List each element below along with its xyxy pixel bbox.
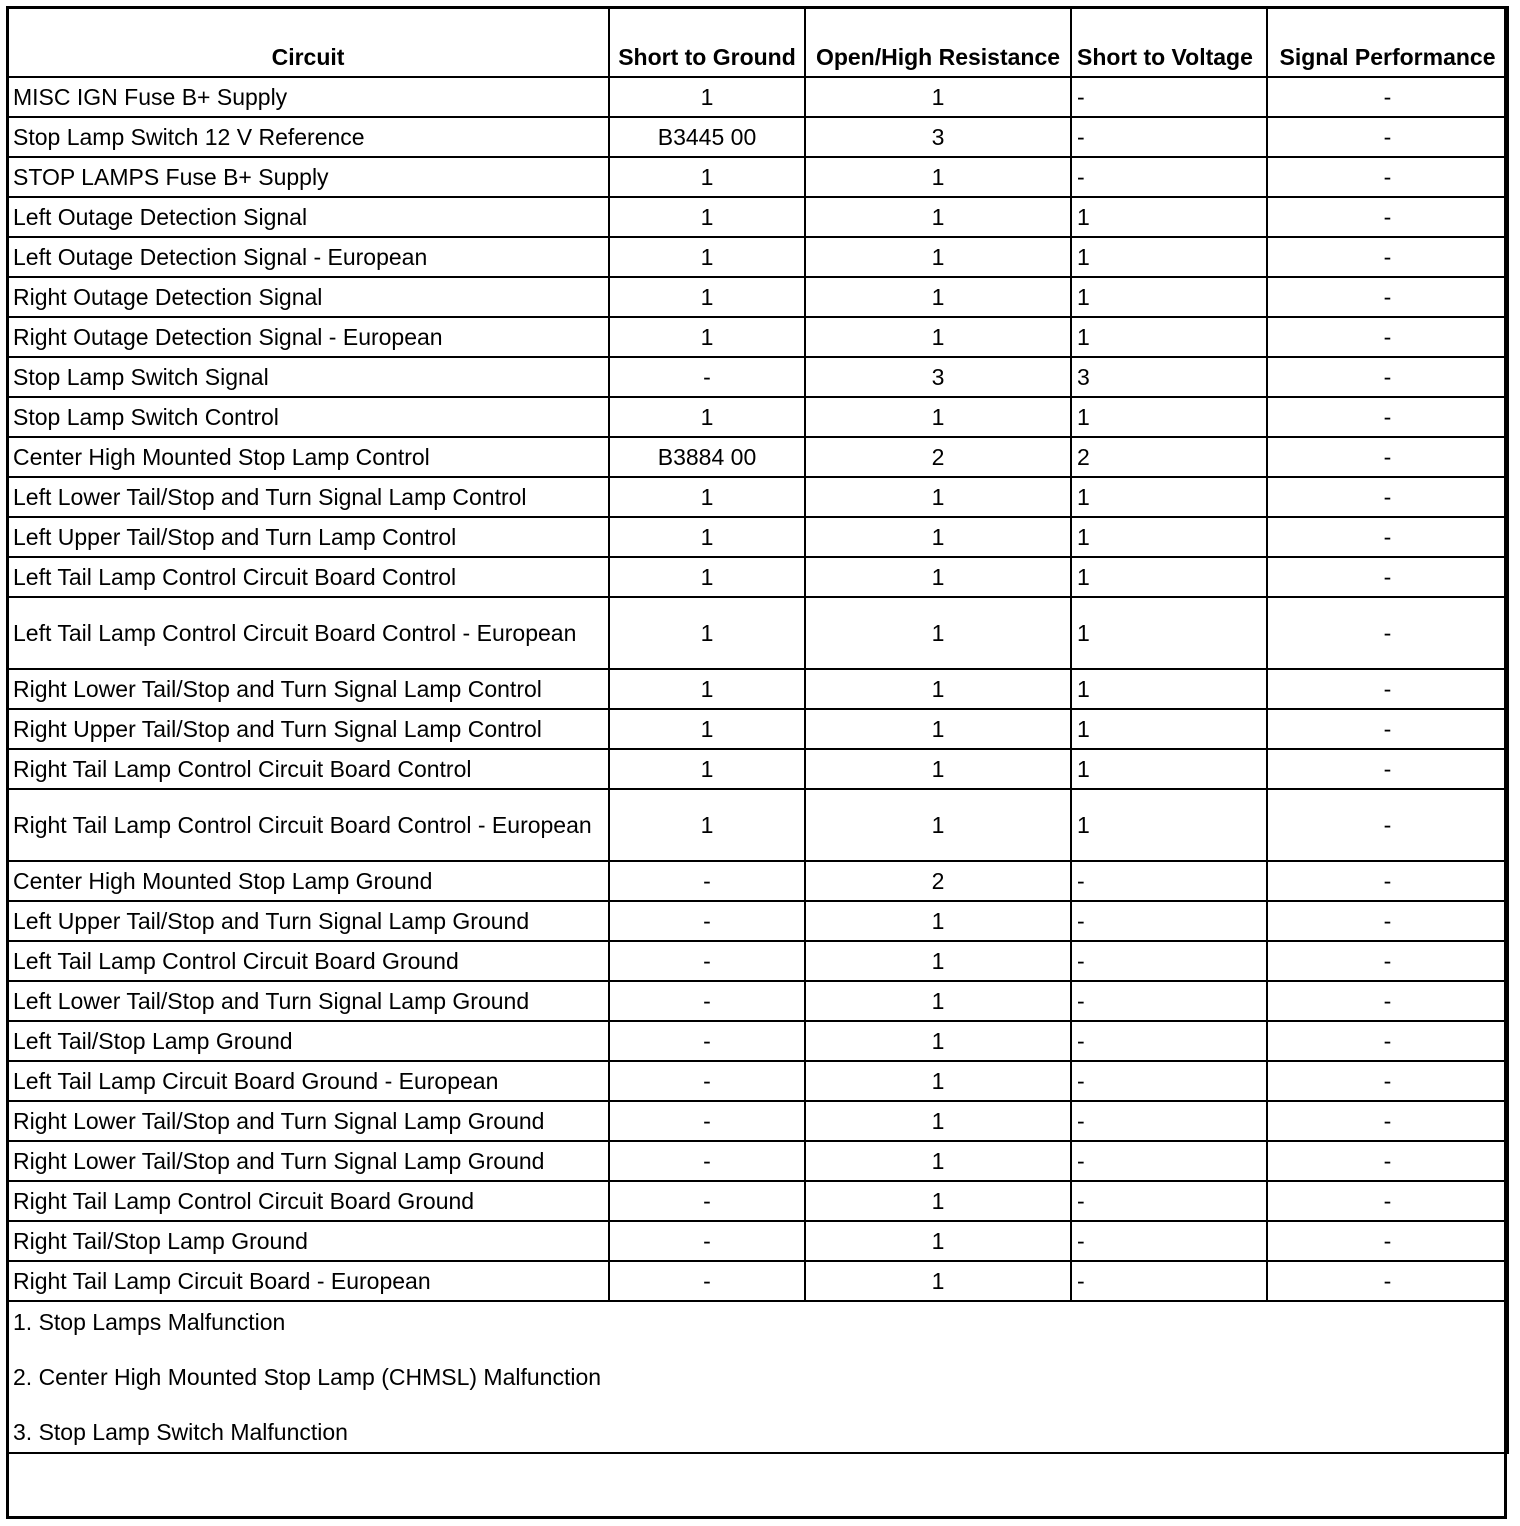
cell-circuit: Right Lower Tail/Stop and Turn Signal Lamp Ground <box>7 1101 609 1141</box>
cell-short-to-ground: 1 <box>609 157 805 197</box>
cell-open-high-resistance: 1 <box>805 669 1071 709</box>
cell-signal-performance: - <box>1267 1061 1508 1101</box>
cell-short-to-voltage: - <box>1071 941 1267 981</box>
cell-signal-performance: - <box>1267 437 1508 477</box>
cell-open-high-resistance: 1 <box>805 1181 1071 1221</box>
table-row <box>7 517 1508 557</box>
cell-open-high-resistance: 1 <box>805 709 1071 749</box>
table-row <box>7 77 1508 117</box>
cell-short-to-voltage: - <box>1071 1261 1267 1301</box>
cell-signal-performance: - <box>1267 557 1508 597</box>
cell-circuit: Left Tail Lamp Control Circuit Board Control - European <box>7 597 609 669</box>
cell-short-to-voltage: - <box>1071 1181 1267 1221</box>
cell-circuit: Right Outage Detection Signal <box>7 277 609 317</box>
cell-signal-performance: - <box>1267 517 1508 557</box>
cell-open-high-resistance: 1 <box>805 317 1071 357</box>
cell-circuit: Center High Mounted Stop Lamp Control <box>7 437 609 477</box>
cell-circuit: Left Upper Tail/Stop and Turn Lamp Control <box>7 517 609 557</box>
cell-open-high-resistance: 1 <box>805 1101 1071 1141</box>
cell-signal-performance: - <box>1267 357 1508 397</box>
table-row <box>7 597 1508 669</box>
cell-open-high-resistance: 3 <box>805 117 1071 157</box>
table-row <box>7 437 1508 477</box>
cell-circuit: STOP LAMPS Fuse B+ Supply <box>7 157 609 197</box>
cell-open-high-resistance: 1 <box>805 749 1071 789</box>
cell-circuit: Left Outage Detection Signal - European <box>7 237 609 277</box>
cell-signal-performance: - <box>1267 77 1508 117</box>
cell-signal-performance: - <box>1267 1261 1508 1301</box>
circuit-dtc-table <box>6 6 1509 1454</box>
cell-circuit: Stop Lamp Switch Signal <box>7 357 609 397</box>
table-row <box>7 357 1508 397</box>
cell-short-to-voltage: 1 <box>1071 709 1267 749</box>
cell-short-to-ground: 1 <box>609 517 805 557</box>
table-row <box>7 317 1508 357</box>
cell-circuit: Left Tail Lamp Control Circuit Board Control <box>7 557 609 597</box>
table-row <box>7 197 1508 237</box>
cell-short-to-ground: - <box>609 1221 805 1261</box>
cell-open-high-resistance: 1 <box>805 517 1071 557</box>
cell-open-high-resistance: 1 <box>805 197 1071 237</box>
table-row <box>7 1021 1508 1061</box>
cell-short-to-voltage: - <box>1071 981 1267 1021</box>
cell-short-to-ground: - <box>609 981 805 1021</box>
cell-short-to-voltage: 1 <box>1071 789 1267 861</box>
table-row <box>7 981 1508 1021</box>
cell-circuit: Left Outage Detection Signal <box>7 197 609 237</box>
cell-circuit: Right Tail Lamp Control Circuit Board Ground <box>7 1181 609 1221</box>
cell-short-to-ground: 1 <box>609 197 805 237</box>
note-3: 3. Stop Lamp Switch Malfunction <box>13 1419 348 1445</box>
table-row <box>7 1101 1508 1141</box>
cell-signal-performance: - <box>1267 197 1508 237</box>
table-row <box>7 709 1508 749</box>
cell-signal-performance: - <box>1267 669 1508 709</box>
table-row <box>7 237 1508 277</box>
cell-short-to-voltage: 1 <box>1071 397 1267 437</box>
cell-signal-performance: - <box>1267 597 1508 669</box>
table-row <box>7 1061 1508 1101</box>
cell-open-high-resistance: 1 <box>805 77 1071 117</box>
cell-open-high-resistance: 1 <box>805 1261 1071 1301</box>
table-row <box>7 861 1508 901</box>
cell-short-to-ground: - <box>609 1061 805 1101</box>
cell-short-to-ground: 1 <box>609 317 805 357</box>
cell-short-to-ground: 1 <box>609 597 805 669</box>
cell-short-to-voltage: - <box>1071 1141 1267 1181</box>
cell-open-high-resistance: 1 <box>805 981 1071 1021</box>
cell-short-to-voltage: - <box>1071 77 1267 117</box>
cell-short-to-ground: 1 <box>609 709 805 749</box>
cell-short-to-ground: - <box>609 1021 805 1061</box>
cell-signal-performance: - <box>1267 981 1508 1021</box>
table-row <box>7 117 1508 157</box>
cell-circuit: Right Outage Detection Signal - European <box>7 317 609 357</box>
cell-short-to-ground: 1 <box>609 789 805 861</box>
cell-open-high-resistance: 1 <box>805 237 1071 277</box>
cell-short-to-voltage: 1 <box>1071 597 1267 669</box>
notes-row <box>7 1301 1508 1453</box>
cell-signal-performance: - <box>1267 789 1508 861</box>
cell-short-to-ground: - <box>609 1141 805 1181</box>
cell-short-to-voltage: 3 <box>1071 357 1267 397</box>
cell-signal-performance: - <box>1267 861 1508 901</box>
cell-circuit: Left Lower Tail/Stop and Turn Signal Lamp Ground <box>7 981 609 1021</box>
cell-signal-performance: - <box>1267 317 1508 357</box>
table-row <box>7 749 1508 789</box>
cell-signal-performance: - <box>1267 117 1508 157</box>
cell-short-to-ground: - <box>609 1181 805 1221</box>
cell-circuit: Right Tail Lamp Control Circuit Board Control <box>7 749 609 789</box>
table-row <box>7 1261 1508 1301</box>
cell-open-high-resistance: 1 <box>805 557 1071 597</box>
note-1: 1. Stop Lamps Malfunction <box>13 1309 286 1335</box>
cell-signal-performance: - <box>1267 237 1508 277</box>
cell-short-to-voltage: - <box>1071 861 1267 901</box>
cell-short-to-ground: 1 <box>609 277 805 317</box>
cell-short-to-ground: 1 <box>609 397 805 437</box>
table-row <box>7 941 1508 981</box>
cell-signal-performance: - <box>1267 709 1508 749</box>
cell-short-to-ground: 1 <box>609 749 805 789</box>
cell-signal-performance: - <box>1267 1141 1508 1181</box>
table-row <box>7 277 1508 317</box>
cell-open-high-resistance: 1 <box>805 1221 1071 1261</box>
note-2: 2. Center High Mounted Stop Lamp (CHMSL) Malfunction <box>13 1364 602 1390</box>
cell-open-high-resistance: 1 <box>805 1021 1071 1061</box>
table-row <box>7 1221 1508 1261</box>
header-circuit: Circuit <box>7 7 609 77</box>
cell-circuit: Left Tail/Stop Lamp Ground <box>7 1021 609 1061</box>
cell-signal-performance: - <box>1267 477 1508 517</box>
notes-cell <box>7 1301 1508 1453</box>
cell-open-high-resistance: 1 <box>805 597 1071 669</box>
cell-short-to-ground: 1 <box>609 557 805 597</box>
cell-short-to-voltage: - <box>1071 117 1267 157</box>
cell-short-to-ground: - <box>609 901 805 941</box>
header-short-to-voltage: Short to Voltage <box>1071 7 1267 77</box>
cell-short-to-ground: 1 <box>609 237 805 277</box>
cell-short-to-voltage: 2 <box>1071 437 1267 477</box>
cell-open-high-resistance: 1 <box>805 477 1071 517</box>
cell-short-to-ground: 1 <box>609 477 805 517</box>
table-row <box>7 557 1508 597</box>
cell-short-to-ground: B3445 00 <box>609 117 805 157</box>
cell-circuit: Stop Lamp Switch Control <box>7 397 609 437</box>
cell-circuit: Left Upper Tail/Stop and Turn Signal Lamp Ground <box>7 901 609 941</box>
cell-open-high-resistance: 1 <box>805 789 1071 861</box>
cell-signal-performance: - <box>1267 157 1508 197</box>
cell-short-to-voltage: - <box>1071 1061 1267 1101</box>
cell-circuit: Right Upper Tail/Stop and Turn Signal Lamp Control <box>7 709 609 749</box>
cell-signal-performance: - <box>1267 941 1508 981</box>
cell-short-to-ground: B3884 00 <box>609 437 805 477</box>
table-row <box>7 789 1508 861</box>
cell-short-to-ground: - <box>609 1261 805 1301</box>
cell-signal-performance: - <box>1267 749 1508 789</box>
cell-short-to-voltage: 1 <box>1071 749 1267 789</box>
cell-short-to-voltage: 1 <box>1071 237 1267 277</box>
cell-open-high-resistance: 2 <box>805 861 1071 901</box>
cell-short-to-ground: 1 <box>609 77 805 117</box>
cell-signal-performance: - <box>1267 901 1508 941</box>
cell-short-to-voltage: - <box>1071 901 1267 941</box>
table-row <box>7 397 1508 437</box>
cell-open-high-resistance: 1 <box>805 1061 1071 1101</box>
cell-circuit: Right Lower Tail/Stop and Turn Signal Lamp Control <box>7 669 609 709</box>
cell-short-to-voltage: - <box>1071 157 1267 197</box>
cell-signal-performance: - <box>1267 1101 1508 1141</box>
header-open-high-resistance: Open/High Resistance <box>805 7 1071 77</box>
cell-circuit: Right Tail Lamp Circuit Board - European <box>7 1261 609 1301</box>
cell-short-to-voltage: - <box>1071 1221 1267 1261</box>
table-row <box>7 477 1508 517</box>
table-row <box>7 669 1508 709</box>
cell-open-high-resistance: 2 <box>805 437 1071 477</box>
cell-signal-performance: - <box>1267 1221 1508 1261</box>
cell-short-to-ground: - <box>609 357 805 397</box>
cell-signal-performance: - <box>1267 1181 1508 1221</box>
table-row <box>7 1141 1508 1181</box>
cell-short-to-ground: 1 <box>609 669 805 709</box>
cell-short-to-voltage: 1 <box>1071 557 1267 597</box>
cell-short-to-voltage: 1 <box>1071 517 1267 557</box>
cell-short-to-voltage: - <box>1071 1101 1267 1141</box>
cell-short-to-voltage: 1 <box>1071 317 1267 357</box>
cell-circuit: Left Tail Lamp Circuit Board Ground - European <box>7 1061 609 1101</box>
cell-circuit: Stop Lamp Switch 12 V Reference <box>7 117 609 157</box>
cell-signal-performance: - <box>1267 1021 1508 1061</box>
table-row <box>7 157 1508 197</box>
table-row <box>7 901 1508 941</box>
table-row <box>7 1181 1508 1221</box>
header-signal-performance: Signal Performance <box>1267 7 1508 77</box>
cell-circuit: Right Tail Lamp Control Circuit Board Control - European <box>7 789 609 861</box>
cell-open-high-resistance: 1 <box>805 901 1071 941</box>
cell-short-to-voltage: 1 <box>1071 477 1267 517</box>
cell-short-to-voltage: - <box>1071 1021 1267 1061</box>
cell-short-to-ground: - <box>609 1101 805 1141</box>
cell-short-to-ground: - <box>609 861 805 901</box>
cell-open-high-resistance: 3 <box>805 357 1071 397</box>
cell-open-high-resistance: 1 <box>805 157 1071 197</box>
cell-open-high-resistance: 1 <box>805 1141 1071 1181</box>
cell-short-to-voltage: 1 <box>1071 197 1267 237</box>
cell-circuit: Center High Mounted Stop Lamp Ground <box>7 861 609 901</box>
cell-circuit: Left Tail Lamp Control Circuit Board Ground <box>7 941 609 981</box>
cell-signal-performance: - <box>1267 277 1508 317</box>
cell-circuit: Right Lower Tail/Stop and Turn Signal Lamp Ground <box>7 1141 609 1181</box>
cell-open-high-resistance: 1 <box>805 397 1071 437</box>
header-short-to-ground: Short to Ground <box>609 7 805 77</box>
cell-open-high-resistance: 1 <box>805 277 1071 317</box>
cell-short-to-voltage: 1 <box>1071 277 1267 317</box>
cell-open-high-resistance: 1 <box>805 941 1071 981</box>
cell-circuit: Right Tail/Stop Lamp Ground <box>7 1221 609 1261</box>
cell-circuit: MISC IGN Fuse B+ Supply <box>7 77 609 117</box>
table-header-row <box>7 7 1508 77</box>
cell-short-to-ground: - <box>609 941 805 981</box>
cell-short-to-voltage: 1 <box>1071 669 1267 709</box>
cell-signal-performance: - <box>1267 397 1508 437</box>
cell-circuit: Left Lower Tail/Stop and Turn Signal Lamp Control <box>7 477 609 517</box>
